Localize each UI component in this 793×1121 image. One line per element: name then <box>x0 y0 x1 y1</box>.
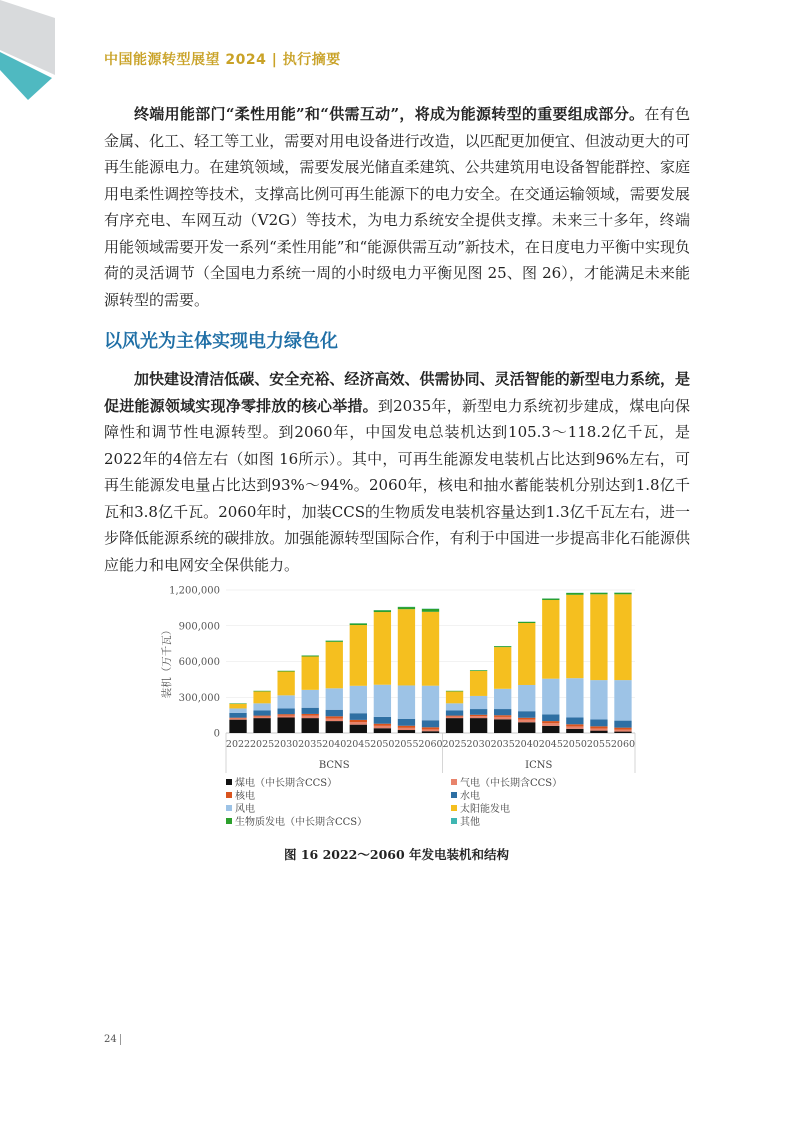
bar-segment <box>542 726 559 733</box>
bar-segment <box>470 718 487 733</box>
capacity-chart <box>150 578 650 838</box>
bar-segment <box>470 671 487 696</box>
bar-segment <box>470 670 487 671</box>
bar-segment <box>494 709 511 715</box>
bar-segment <box>302 714 319 716</box>
bar-segment <box>374 612 391 685</box>
bar-segment <box>422 720 439 727</box>
bar-segment <box>614 730 631 732</box>
bar-segment <box>277 672 294 696</box>
paragraph2-lead: 加快建设清洁低碳、安全充裕、经济高效、供需协同、灵活智能的新型电力系统，是促进能源领域实现净零排放的核心举措。 <box>104 370 690 415</box>
bar-segment <box>518 622 535 623</box>
bar-segment <box>470 716 487 718</box>
paragraph-flexible-energy <box>104 101 690 313</box>
bar-segment <box>494 719 511 733</box>
x-tick-label: 2055 <box>394 739 419 750</box>
bar-segment <box>253 716 270 717</box>
bar-segment <box>566 729 583 733</box>
x-tick-label: 2030 <box>274 739 299 750</box>
paragraph2-body: 到2035年，新型电力系统初步建成，煤电向保障性和调节性电源转型。到2060年，中国发电总装机达到105.3～118.2亿千瓦，是2022年的4倍左右（如图 16所示）。其中，可再生能源发电装机占比达到96%左右，可再生能源发电量占比达到93%～94%。2060年，核电和抽水蓄能装机分别达到1.8亿千瓦和3.8亿千瓦。2060年时，加装CCS的生物质发电装机容量达到1.3亿千瓦左右，进一步降低能源系统的碳排放。加强能源转型国际合作，有利于中国进一步提高非化石能源供应能力和电网安全保供能力。 <box>104 396 690 574</box>
bar-segment <box>566 595 583 678</box>
bar-segment <box>374 685 391 717</box>
bar-segment <box>253 718 270 733</box>
bar-segment <box>470 696 487 709</box>
x-tick-label: 2040 <box>514 739 539 750</box>
bar-segment <box>590 593 607 595</box>
bar-segment <box>494 647 511 689</box>
bar-segment <box>446 691 463 692</box>
x-tick-label: 2025 <box>442 739 467 750</box>
x-tick-label: 2045 <box>346 739 371 750</box>
y-axis-label: 装机（万千瓦） <box>161 624 173 699</box>
bar-segment <box>374 726 391 728</box>
bar-segment <box>277 714 294 715</box>
x-tick-label: 2025 <box>249 739 275 750</box>
legend-label: 风电 <box>235 804 255 815</box>
x-tick-label: 2060 <box>418 739 443 750</box>
bar-segment <box>326 721 343 733</box>
bar-segment <box>398 607 415 609</box>
legend-swatch <box>226 818 232 824</box>
bar-segment <box>446 703 463 710</box>
legend-swatch <box>226 779 232 785</box>
bar-segment <box>326 718 343 721</box>
bar-segment <box>253 716 270 718</box>
bar-segment <box>590 731 607 733</box>
bar-segment <box>542 714 559 721</box>
bar-segment <box>590 728 607 730</box>
bar-segment <box>614 594 631 680</box>
bar-segment <box>229 718 246 719</box>
x-tick-label: 2040 <box>322 739 347 750</box>
bar-segment <box>542 679 559 715</box>
x-tick-label: 2030 <box>466 739 491 750</box>
bar-segment <box>302 656 319 657</box>
legend-swatch <box>451 792 457 798</box>
x-tick-label: 2035 <box>490 739 515 750</box>
bar-segment <box>590 680 607 719</box>
bar-segment <box>277 718 294 733</box>
bar-segment <box>277 708 294 714</box>
page-number <box>104 1034 121 1045</box>
bar-segment <box>326 716 343 718</box>
bar-segment <box>542 599 559 600</box>
bar-segment <box>614 680 631 721</box>
bar-segment <box>326 641 343 642</box>
bar-segment <box>350 623 367 625</box>
bar-segment <box>350 625 367 686</box>
bar-segment <box>302 718 319 733</box>
bar-segment <box>542 721 559 723</box>
bar-segment <box>590 726 607 728</box>
bar-segment <box>253 710 270 715</box>
bar-segment <box>350 720 367 722</box>
bar-segment <box>566 593 583 595</box>
group-label: BCNS <box>318 760 350 771</box>
bar-segment <box>229 718 246 719</box>
bar-segment <box>253 691 270 703</box>
bar-segment <box>253 691 270 692</box>
legend-swatch <box>226 792 232 798</box>
bar-segment <box>614 728 631 730</box>
y-tick-label: 900,000 <box>178 621 220 633</box>
bar-segment <box>494 715 511 717</box>
bar-segment <box>590 594 607 680</box>
x-tick-label: 2035 <box>298 739 323 750</box>
paragraph1-body: 在有色金属、化工、轻工等工业，需要对用电设备进行改造，以匹配更加便宜、但波动更大的可再生能源电力。在建筑领域，需要发展光储直柔建筑、公共建筑用电设备智能群控、家庭用电柔性调控等技术，支撑高比例可再生能源下的电力安全。在交通运输领域，需要发展有序充电、车网互动（V2G）等技术，为电力系统安全提供支撑。未来三十多年，终端用能领域需要开发一系列“柔性用能”和“能源供需互动”新技术，在日度电力平衡中实现负荷的灵活调节（全国电力系统一周的小时级电力平衡见图 25、图 26），才能满足未来能源转型的需要。 <box>104 105 690 309</box>
legend-swatch <box>451 779 457 785</box>
bar-segment <box>542 600 559 679</box>
figure-caption: 图 16 2022～2060 年发电装机和结构 <box>283 847 510 862</box>
bar-segment <box>614 721 631 728</box>
y-tick-label: 1,200,000 <box>169 585 220 597</box>
bar-segment <box>398 728 415 730</box>
bar-segment <box>494 689 511 709</box>
y-tick-label: 300,000 <box>178 692 220 704</box>
x-tick-label: 2060 <box>610 739 636 750</box>
bar-segment <box>518 718 535 720</box>
bar-segment <box>566 718 583 725</box>
bar-segment <box>277 715 294 717</box>
page-number-divider <box>120 1034 121 1045</box>
bar-segment <box>398 609 415 685</box>
y-tick-label: 0 <box>213 728 220 740</box>
legend-label: 太阳能发电 <box>460 804 510 815</box>
bar-segment <box>302 708 319 714</box>
bar-segment <box>446 691 463 703</box>
bar-segment <box>253 703 270 710</box>
x-tick-label: 2050 <box>562 739 587 750</box>
bar-segment <box>277 671 294 672</box>
x-tick-label: 2050 <box>370 739 395 750</box>
paragraph1-lead: 终端用能部门“柔性用能”和“供需互动”，将成为能源转型的重要组成部分。 <box>134 105 645 123</box>
corner-decoration <box>0 0 70 110</box>
bar-segment <box>566 678 583 717</box>
bar-segment <box>614 593 631 595</box>
bar-segment <box>542 723 559 726</box>
bar-segment <box>374 610 391 612</box>
bar-segment <box>566 724 583 726</box>
legend-label: 其他 <box>460 817 480 828</box>
bar-segment <box>518 685 535 711</box>
bar-segment <box>398 719 415 726</box>
running-header: 中国能源转型展望 2024 | 执行摘要 <box>104 52 341 68</box>
bar-segment <box>590 719 607 726</box>
bar-segment <box>494 717 511 719</box>
bar-segment <box>302 716 319 718</box>
bar-segment <box>446 716 463 717</box>
bar-segment <box>518 720 535 723</box>
bar-segment <box>229 704 246 709</box>
x-tick-label: 2022 <box>225 739 251 750</box>
bar-segment <box>374 717 391 724</box>
bar-segment <box>446 718 463 733</box>
legend-label: 生物质发电（中长期含CCS） <box>235 817 368 828</box>
bar-segment <box>229 713 246 718</box>
bar-segment <box>446 716 463 718</box>
group-label: ICNS <box>525 760 553 771</box>
legend-label: 核电 <box>235 791 255 802</box>
bar-segment <box>350 686 367 713</box>
bar-segment <box>518 722 535 733</box>
bar-segment <box>326 710 343 717</box>
section-title: 以风光为主体实现电力绿色化 <box>104 331 338 352</box>
bar-segment <box>374 724 391 726</box>
legend-swatch <box>451 818 457 824</box>
bar-segment <box>302 690 319 708</box>
bar-segment <box>422 727 439 729</box>
page-number-text: 24 <box>104 1034 117 1045</box>
bar-segment <box>518 623 535 685</box>
bar-segment <box>374 728 391 733</box>
legend-swatch <box>451 805 457 811</box>
bar-segment <box>229 720 246 733</box>
paragraph-power-system <box>104 366 690 578</box>
bar-segment <box>398 730 415 733</box>
bar-segment <box>398 685 415 718</box>
bar-segment <box>422 686 439 721</box>
bar-segment <box>422 731 439 733</box>
bar-segment <box>326 688 343 709</box>
x-tick-label: 2045 <box>538 739 563 750</box>
bar-segment <box>518 711 535 718</box>
legend-label: 水电 <box>460 791 480 802</box>
bar-segment <box>422 729 439 731</box>
bar-segment <box>350 725 367 733</box>
bar-segment <box>422 612 439 686</box>
bar-segment <box>350 722 367 725</box>
legend-label: 煤电（中长期含CCS） <box>235 778 338 789</box>
bar-segment <box>614 732 631 733</box>
bar-segment <box>470 709 487 715</box>
bar-segment <box>326 642 343 688</box>
y-tick-label: 600,000 <box>178 657 220 668</box>
legend-swatch <box>226 805 232 811</box>
bar-segment <box>398 726 415 728</box>
bar-segment <box>422 609 439 612</box>
legend-label: 气电（中长期含CCS） <box>460 778 563 789</box>
bar-segment <box>470 715 487 716</box>
bar-segment <box>566 726 583 728</box>
x-tick-label: 2055 <box>586 739 612 750</box>
bar-segment <box>302 656 319 689</box>
bar-segment <box>277 695 294 708</box>
bar-segment <box>494 646 511 647</box>
bar-segment <box>350 713 367 720</box>
bar-segment <box>229 708 246 712</box>
bar-segment <box>446 710 463 715</box>
